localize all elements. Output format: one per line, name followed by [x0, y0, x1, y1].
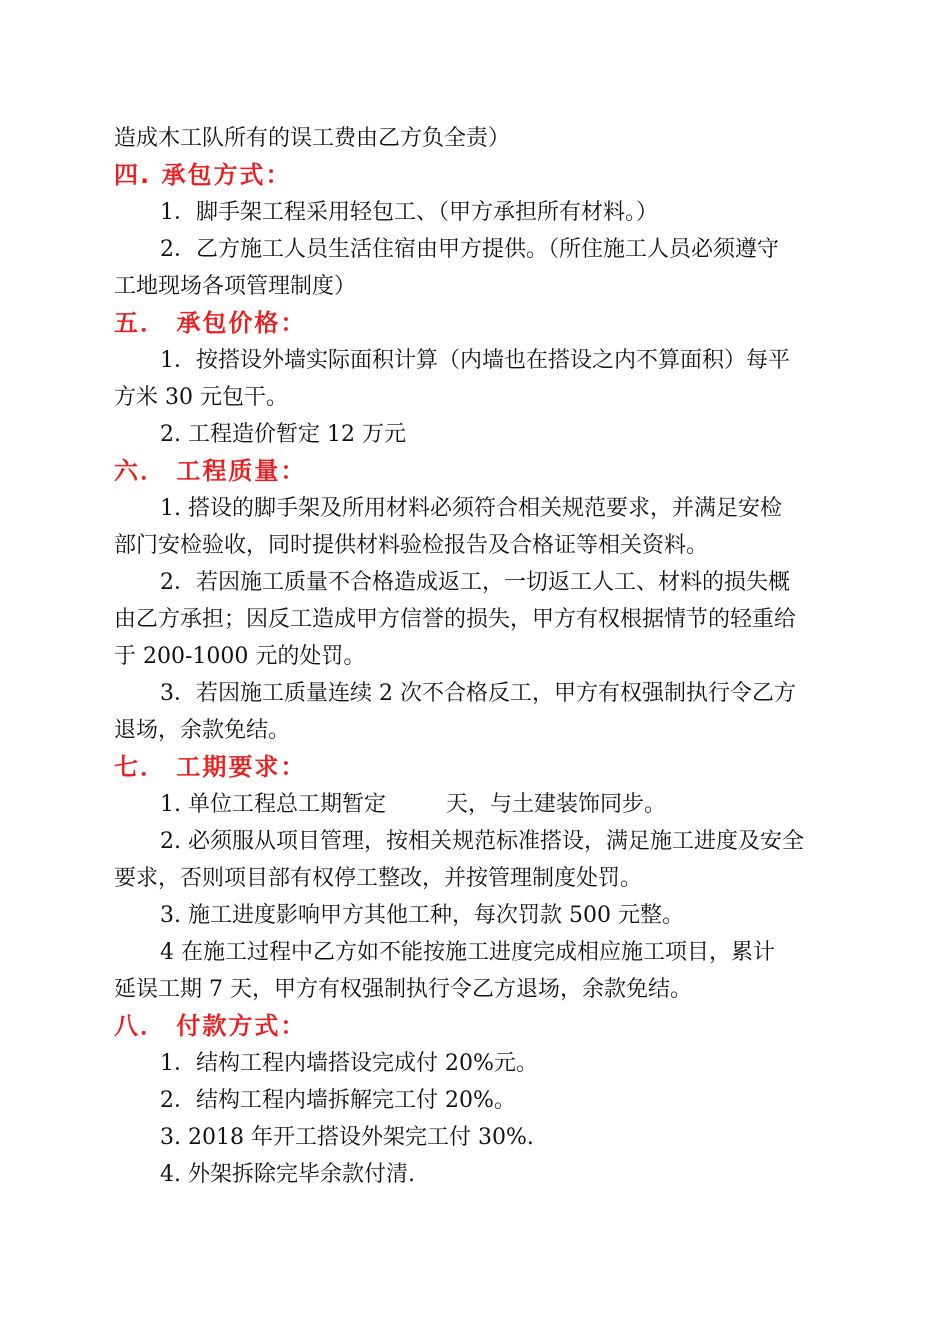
s8-item-4: 4. 外架拆除完毕余款付清. — [160, 1162, 415, 1187]
s6-item-1-line-1: 1. 搭设的脚手架及所用材料必须符合相关规范要求，并满足安检 — [160, 496, 782, 521]
s5-item-1-line-1: 1．按搭设外墙实际面积计算（内墙也在搭设之内不算面积）每平 — [160, 348, 790, 373]
s6-item-1-line-2: 部门安检验收，同时提供材料验检报告及合格证等相关资料。 — [114, 533, 709, 558]
section-7-heading: 七． 工期要求： — [114, 753, 307, 781]
s8-item-1: 1．结构工程内墙搭设完成付 20%元。 — [160, 1051, 538, 1076]
s7-item-2-line-2: 要求，否则项目部有权停工整改，并按管理制度处罚。 — [114, 866, 643, 891]
s7-item-3: 3. 施工进度影响甲方其他工种，每次罚款 500 元整。 — [160, 903, 684, 928]
section-5-heading: 五． 承包价格： — [114, 309, 307, 337]
section-8-heading: 八． 付款方式： — [114, 1012, 307, 1040]
s4-item-1: 1．脚手架工程采用轻包工、（甲方承担所有材料。） — [160, 200, 658, 225]
s6-item-3-line-1: 3．若因施工质量连续 2 次不合格反工，甲方有权强制执行令乙方 — [160, 681, 796, 706]
s7-item-2-line-1: 2. 必须服从项目管理，按相关规范标准搭设，满足施工进度及安全 — [160, 829, 804, 854]
s7-item-1-before: 1. 单位工程总工期暂定 — [160, 792, 386, 817]
section-6-heading: 六． 工程质量： — [114, 457, 307, 485]
s6-item-2-line-3: 于 200-1000 元的处罚。 — [114, 644, 366, 669]
s6-item-3-line-2: 退场，余款免结。 — [114, 718, 291, 743]
s7-item-1 — [114, 786, 838, 823]
document-body — [114, 120, 838, 1193]
s5-item-2: 2. 工程造价暂定 12 万元 — [160, 422, 406, 447]
section-4-heading: 四. 承包方式： — [114, 161, 292, 189]
s8-item-3: 3. 2018 年开工搭设外架完工付 30%. — [160, 1125, 534, 1150]
continuation-line: 造成木工队所有的误工费由乙方负全责） — [114, 126, 511, 151]
s8-item-2: 2．结构工程内墙拆解完工付 20%。 — [160, 1088, 516, 1113]
s4-item-2-line-1: 2．乙方施工人员生活住宿由甲方提供。（所住施工人员必须遵守 — [160, 237, 779, 262]
s6-item-2-line-2: 由乙方承担；因反工造成甲方信誉的损失，甲方有权根据情节的轻重给 — [114, 607, 797, 632]
s7-item-4-line-1: 4 在施工过程中乙方如不能按施工进度完成相应施工项目，累计 — [160, 940, 775, 965]
s7-item-1-after: 天，与土建装饰同步。 — [445, 792, 666, 817]
s4-item-2-line-2: 工地现场各项管理制度） — [114, 274, 357, 299]
s7-item-4-line-2: 延误工期 7 天，甲方有权强制执行令乙方退场，余款免结。 — [114, 977, 692, 1002]
s6-item-2-line-1: 2．若因施工质量不合格造成返工，一切返工人工、材料的损失概 — [160, 570, 790, 595]
s5-item-1-line-2: 方米 30 元包干。 — [114, 385, 288, 410]
